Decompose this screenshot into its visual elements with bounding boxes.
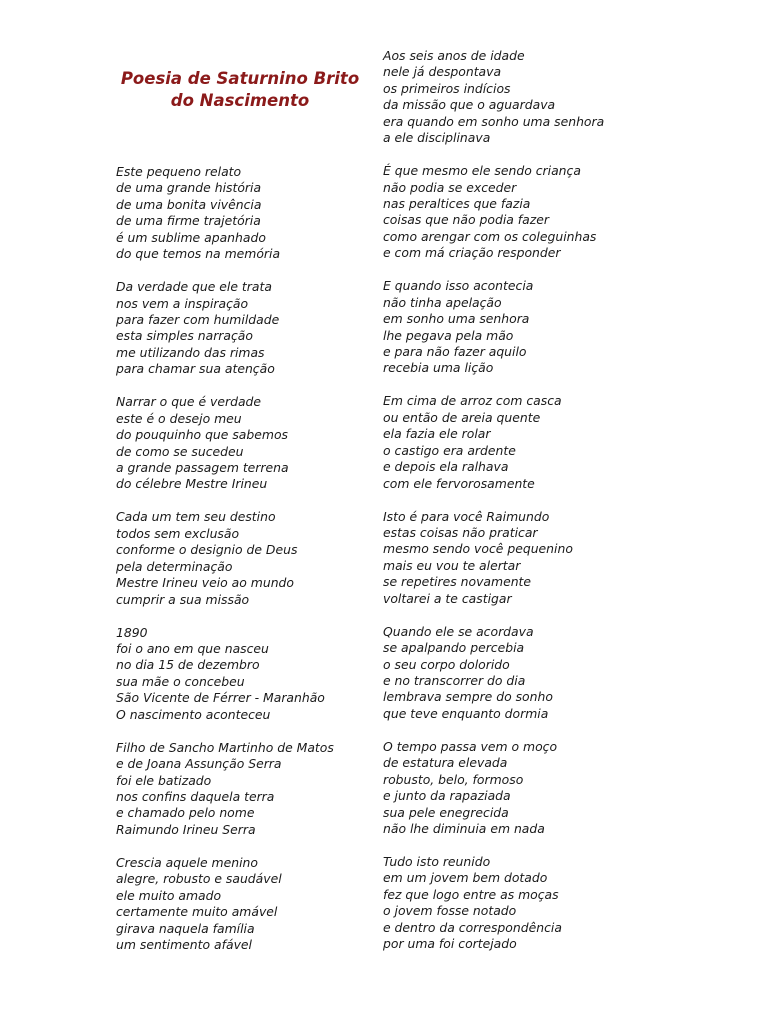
- poem-line: Raimundo Irineu Serra: [116, 821, 256, 837]
- poem-line: que teve enquanto dormia: [383, 705, 549, 721]
- poem-line: de estatura elevada: [383, 755, 508, 771]
- stanza: [383, 624, 604, 723]
- poem-line: de uma firme trajetória: [116, 213, 261, 229]
- title-line-2: do Nascimento: [170, 91, 310, 110]
- poem-line: coisas que não podia fazer: [383, 212, 549, 228]
- stanza: [383, 509, 604, 608]
- poem-line: Crescia aquele menino: [116, 854, 258, 870]
- poem-line: é um sublime apanhado: [116, 229, 266, 245]
- poem-line: São Vicente de Férrer - Maranhão: [116, 690, 325, 706]
- poem-line: de como se sucedeu: [116, 443, 244, 459]
- poem-line: de uma bonita vivência: [116, 196, 262, 212]
- poem-line: foi o ano em que nasceu: [116, 640, 269, 656]
- poem-line: nos confins daquela terra: [116, 788, 275, 804]
- poem-line: ela fazia ele rolar: [383, 426, 491, 442]
- poem-line: e dentro da correspondência: [383, 919, 562, 935]
- poem-line: todos sem exclusão: [116, 525, 240, 541]
- poem-line: E quando isso acontecia: [383, 278, 534, 294]
- poem-line: e com má criação responder: [383, 245, 561, 261]
- poem-line: estas coisas não praticar: [383, 524, 538, 540]
- poem-line: Filho de Sancho Martinho de Matos: [116, 739, 334, 755]
- poem-line: Isto é para você Raimundo: [383, 508, 550, 524]
- poem-line: girava naquela família: [116, 920, 255, 936]
- stanza: [383, 278, 604, 377]
- poem-line: não tinha apelação: [383, 294, 502, 310]
- poem-line: pela determinação: [116, 558, 233, 574]
- stanza: [116, 279, 334, 378]
- poem-line: o jovem fosse notado: [383, 903, 517, 919]
- poem-line: lhe pegava pela mão: [383, 327, 514, 343]
- poem-line: este é o desejo meu: [116, 410, 242, 426]
- title-line-1: Poesia de Saturnino Brito: [120, 69, 360, 88]
- poem-line: fez que logo entre as moças: [383, 886, 559, 902]
- poem-line: para chamar sua atenção: [116, 361, 275, 377]
- poem-line: voltarei a te castigar: [383, 590, 512, 606]
- stanza: [116, 740, 334, 839]
- poem-line: os primeiros indícios: [383, 80, 511, 96]
- poem-line: mais eu vou te alertar: [383, 557, 521, 573]
- poem-line: e de Joana Assunção Serra: [116, 756, 282, 772]
- poem-line: É que mesmo ele sendo criança: [383, 163, 581, 179]
- poem-line: recebia uma lição: [383, 360, 494, 376]
- poem-line: sua mãe o concebeu: [116, 673, 245, 689]
- left-column: [116, 164, 334, 970]
- poem-line: o castigo era ardente: [383, 442, 516, 458]
- poem-line: e depois ela ralhava: [383, 459, 509, 475]
- poem-line: a grande passagem terrena: [116, 460, 289, 475]
- poem-line: e junto da rapaziada: [383, 788, 511, 804]
- poem-line: Da verdade que ele trata: [116, 279, 272, 295]
- poem-line: alegre, robusto e saudável: [116, 871, 282, 887]
- poem-line: do que temos na memória: [116, 246, 281, 262]
- poem-line: a ele disciplinava: [383, 130, 491, 146]
- poem-line: do célebre Mestre Irineu: [116, 476, 268, 492]
- stanza: [116, 855, 334, 954]
- poem-line: Mestre Irineu veio ao mundo: [116, 575, 294, 591]
- poem-line: para fazer com humildade: [116, 312, 280, 327]
- stanza: [116, 509, 334, 608]
- poem-line: esta simples narração: [116, 328, 253, 344]
- poem-line: em um jovem bem dotado: [383, 870, 548, 886]
- poem-line: um sentimento afável: [116, 936, 252, 952]
- poem-line: era quando em sonho uma senhora: [383, 113, 605, 129]
- poem-line: nele já despontava: [383, 64, 502, 80]
- poem-line: conforme o designio de Deus: [116, 542, 298, 558]
- stanza: [116, 164, 334, 263]
- poem-line: O nascimento aconteceu: [116, 706, 271, 722]
- poem-line: nos vem a inspiração: [116, 295, 249, 311]
- poem-line: lembrava sempre do sonho: [383, 689, 553, 705]
- poem-line: e no transcorrer do dia: [383, 672, 526, 688]
- stanza: [383, 739, 604, 838]
- poem-line: Este pequeno relato: [116, 164, 242, 179]
- poem-line: me utilizando das rimas: [116, 344, 265, 360]
- poem-line: Aos seis anos de idade: [383, 48, 525, 63]
- poem-line: foi ele batizado: [116, 772, 212, 788]
- poem-line: não podia se exceder: [383, 179, 517, 195]
- stanza: [383, 393, 604, 492]
- stanza: [383, 854, 604, 953]
- poem-line: mesmo sendo você pequenino: [383, 541, 573, 557]
- poem-line: sua pele enegrecida: [383, 804, 509, 820]
- poem-line: Quando ele se acordava: [383, 623, 534, 639]
- poem-line: em sonho uma senhora: [383, 311, 530, 327]
- poem-line: por uma foi cortejado: [383, 936, 517, 952]
- poem-line: e chamado pelo nome: [116, 805, 255, 821]
- poem-line: certamente muito amável: [116, 904, 278, 920]
- poem-line: cumprir a sua missão: [116, 591, 250, 607]
- poem-line: Cada um tem seu destino: [116, 509, 276, 525]
- poem-line: como arengar com os coleguinhas: [383, 228, 597, 244]
- poem-line: 1890: [116, 624, 148, 640]
- poem-line: o seu corpo dolorido: [383, 656, 510, 672]
- poem-line: ele muito amado: [116, 887, 222, 903]
- poem-line: Em cima de arroz com casca: [383, 393, 562, 409]
- poem-line: do pouquinho que sabemos: [116, 427, 288, 443]
- poem-line: da missão que o aguardava: [383, 97, 556, 113]
- poem-line: e para não fazer aquilo: [383, 344, 527, 359]
- poem-line: de uma grande história: [116, 180, 262, 196]
- stanza: [116, 394, 334, 493]
- poem-line: se repetires novamente: [383, 574, 532, 590]
- poem-line: Narrar o que é verdade: [116, 394, 262, 410]
- poem-line: O tempo passa vem o moço: [383, 738, 558, 754]
- right-column: [383, 48, 604, 969]
- poem-line: no dia 15 de dezembro: [116, 657, 260, 673]
- poem-title: [100, 68, 380, 112]
- poem-line: ou então de areia quente: [383, 409, 541, 425]
- poem-line: se apalpando percebia: [383, 640, 525, 656]
- poem-line: com ele fervorosamente: [383, 475, 535, 491]
- stanza: [116, 625, 334, 724]
- poem-line: não lhe diminuia em nada: [383, 820, 545, 836]
- stanza: [383, 48, 604, 147]
- poem-line: Tudo isto reunido: [383, 853, 491, 869]
- poem-line: nas peraltices que fazia: [383, 196, 531, 211]
- stanza: [383, 163, 604, 262]
- poem-line: robusto, belo, formoso: [383, 771, 524, 787]
